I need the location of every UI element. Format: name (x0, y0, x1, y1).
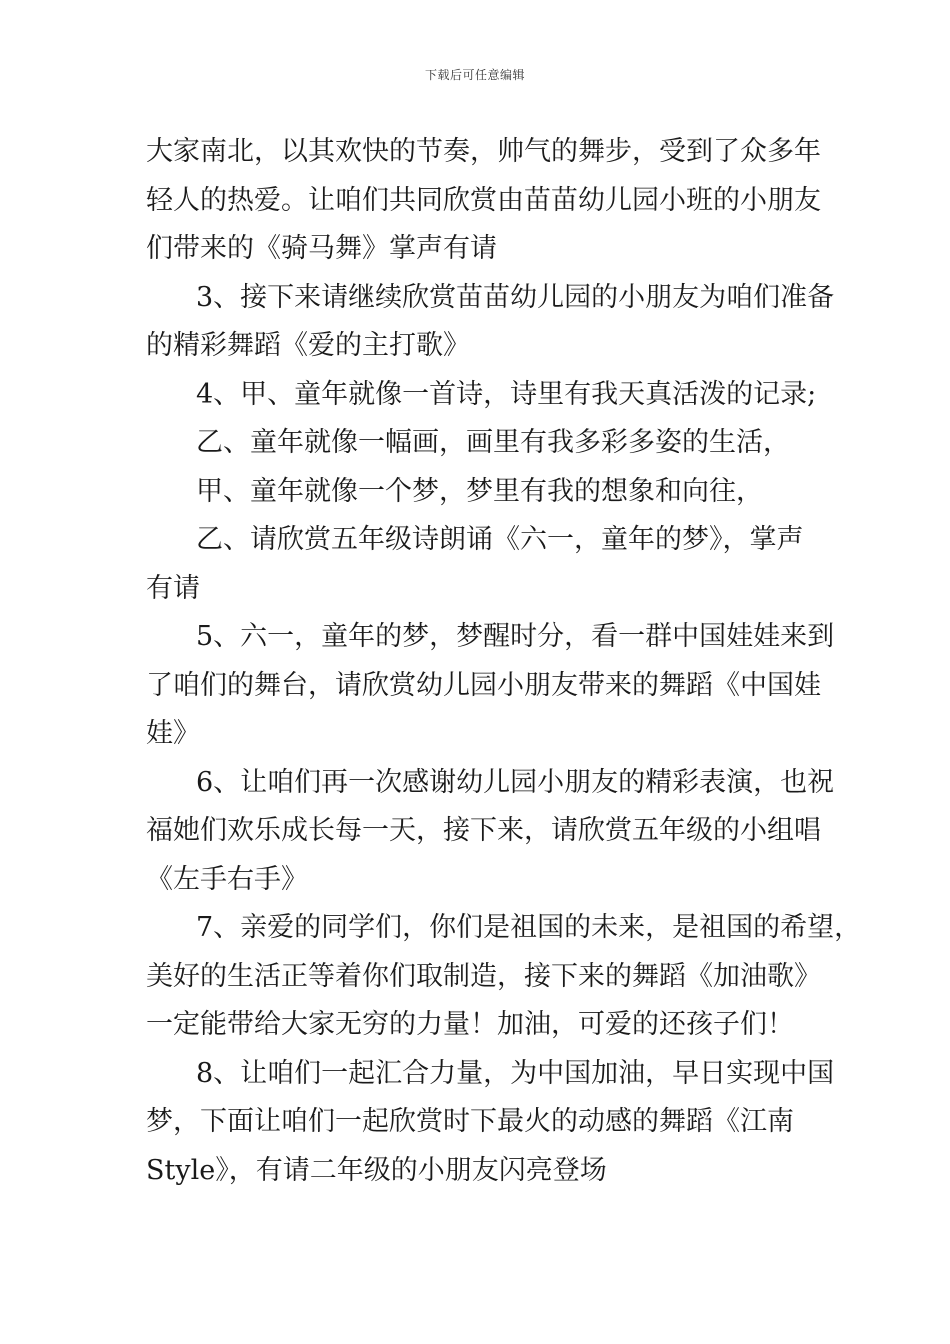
paragraph-line: 们带来的《骑马舞》掌声有请 (146, 233, 497, 264)
paragraph-item-4-d (146, 516, 816, 613)
paragraph-intro (146, 128, 821, 274)
paragraph-item-4 (146, 371, 816, 420)
paragraph-line: 大家南北，以其欢快的节奏，帅气的舞步，受到了众多年 (146, 136, 821, 167)
paragraph-line: 4、甲、童年就像一首诗，诗里有我天真活泼的记录; (196, 378, 817, 410)
paragraph-line: 乙、请欣赏五年级诗朗诵《六一，童年的梦》，掌声 (196, 524, 804, 555)
paragraph-line: 了咱们的舞台，请欣赏幼儿园小朋友带来的舞蹈《中国娃 (146, 669, 821, 701)
paragraph-line: 一定能带给大家无穷的力量！加油，可爱的还孩子们！ (146, 1009, 794, 1040)
paragraph-item-8 (146, 1050, 835, 1196)
paragraph-line: 梦，下面让咱们一起欣赏时下最火的动感的舞蹈《江南 (146, 1106, 794, 1137)
paragraph-item-5 (146, 613, 835, 759)
paragraph-item-4-b (146, 419, 816, 468)
paragraph-line: 5、六一，童年的梦，梦醒时分，看一群中国娃娃来到 (196, 621, 835, 652)
paragraph-line: 7、亲爱的同学们，你们是祖国的未来，是祖国的希望， (196, 912, 862, 943)
paragraph-item-7 (146, 904, 862, 1050)
paragraph-line: Style》，有请二年级的小朋友闪亮登场 (146, 1154, 607, 1186)
paragraph-line: 甲、童年就像一个梦，梦里有我的想象和向往， (196, 475, 763, 507)
paragraph-line: 8、让咱们一起汇合力量，为中国加油，早日实现中国 (196, 1057, 835, 1089)
paragraph-item-6 (146, 759, 835, 905)
paragraph-line: 有请 (146, 572, 200, 604)
paragraph-item-3 (146, 274, 835, 371)
paragraph-line: 《左手右手》 (146, 863, 308, 895)
document-body (146, 128, 862, 1195)
paragraph-line: 6、让咱们再一次感谢幼儿园小朋友的精彩表演，也祝 (196, 766, 835, 798)
paragraph-line: 3、接下来请继续欣赏苗苗幼儿园的小朋友为咱们准备 (196, 281, 835, 313)
paragraph-line: 娃》 (146, 718, 200, 749)
paragraph-line: 轻人的热爱。让咱们共同欣赏由苗苗幼儿园小班的小朋友 (146, 184, 821, 216)
paragraph-item-4-c (146, 468, 816, 517)
header-note: 下载后可任意编辑 (424, 68, 525, 82)
paragraph-line: 的精彩舞蹈《爱的主打歌》 (146, 330, 470, 361)
paragraph-line: 福她们欢乐成长每一天，接下来，请欣赏五年级的小组唱 (146, 815, 821, 846)
paragraph-line: 乙、童年就像一幅画，画里有我多彩多姿的生活， (196, 427, 790, 458)
paragraph-line: 美好的生活正等着你们取制造，接下来的舞蹈《加油歌》 (146, 960, 821, 992)
